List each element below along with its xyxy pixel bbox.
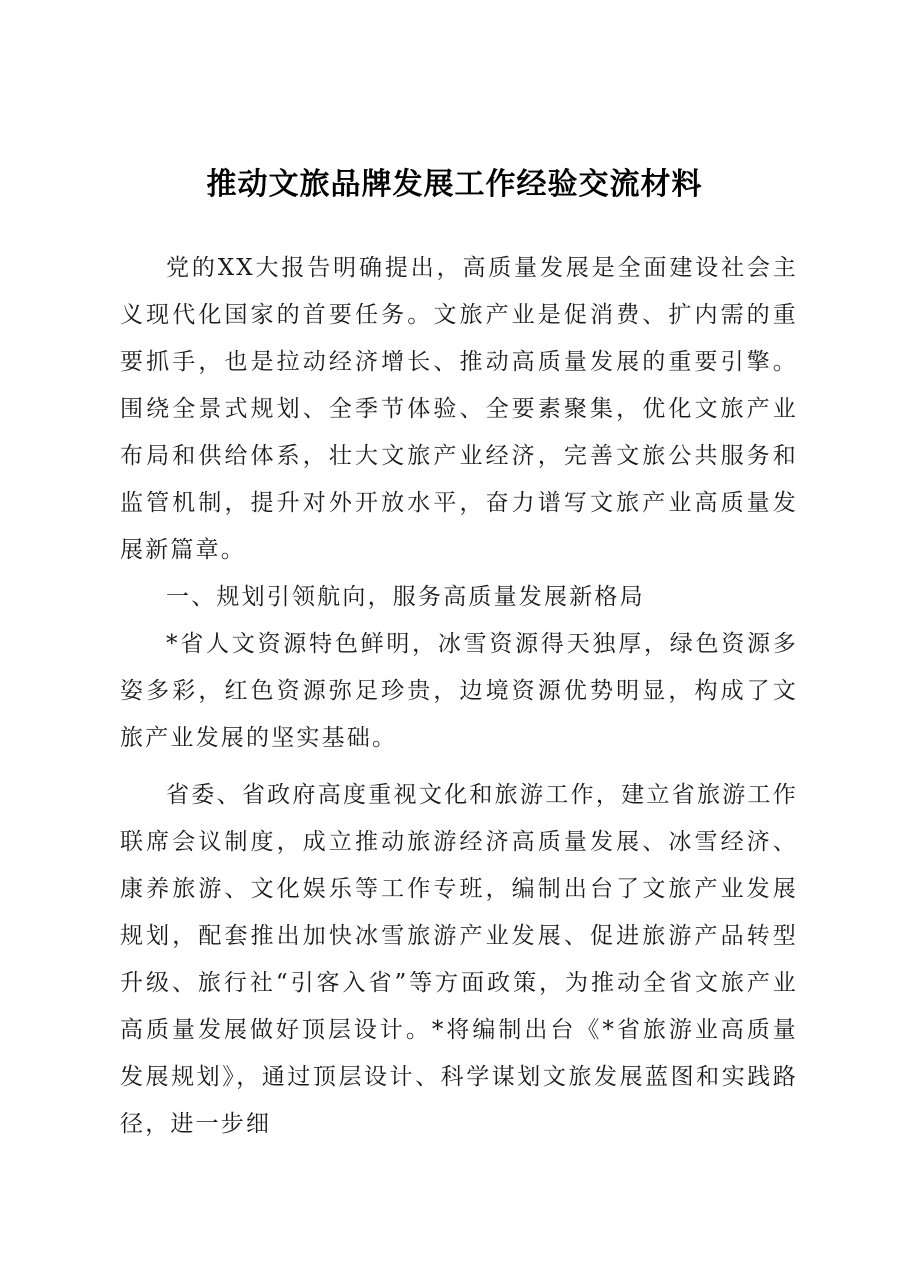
document-title: 推动文旅品牌发展工作经验交流材料 [206, 167, 703, 202]
section-heading-1: 一、规划引领航向，服务高质量发展新格局 [166, 584, 645, 610]
document-body [120, 245, 798, 1148]
paragraph-policy: 省委、省政府高度重视文化和旅游工作，建立省旅游工作联席会议制度，成立推动旅游经济高质量发展、冰雪经济、康养旅游、文化娱乐等工作专班，编制出台了文旅产业发展规划，配套推出加快冰雪旅游产业发展、促进旅游产品转型升级、旅行社“引客入省”等方面政策，为推动全省文旅产业高质量发展做好顶层设计。*将编制出台《*省旅游业高质量发展规划》，通过顶层设计、科学谋划文旅发展蓝图和实践路径，进一步细 [120, 782, 798, 1137]
paragraph-intro: 党的XX大报告明确提出，高质量发展是全面建设社会主义现代化国家的首要任务。文旅产业是促消费、扩内需的重要抓手，也是拉动经济增长、推动高质量发展的重要引擎。围绕全景式规划、全季节体验、全要素聚集，优化文旅产业布局和供给体系，壮大文旅产业经济，完善文旅公共服务和监管机制，提升对外开放水平，奋力谱写文旅产业高质量发展新篇章。 [120, 255, 798, 563]
paragraph-resources: *省人文资源特色鲜明，冰雪资源得天独厚，绿色资源多姿多彩，红色资源弥足珍贵，边境资源优势明显，构成了文旅产业发展的坚实基础。 [120, 631, 798, 751]
